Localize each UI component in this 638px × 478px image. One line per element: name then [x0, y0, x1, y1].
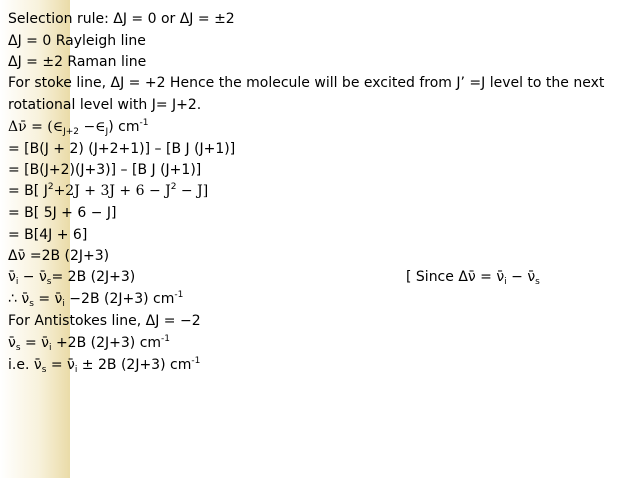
- raman-line-rule: ΔJ = ±2 Raman line: [8, 54, 147, 70]
- step3-start: = B[ J: [8, 183, 48, 199]
- l16-end: +2B (2J+3) cm: [51, 335, 162, 351]
- result-equation: Δν̄ =2B (2J+3): [8, 248, 110, 264]
- stoke-line-text: For stoke line, ΔJ = +2 Hence the molecule will be excited from J’ =J level to the next: [8, 75, 605, 91]
- combined-result: [8, 356, 200, 374]
- stokes-line-result: [8, 290, 183, 308]
- derivation-step-2: = [B(J+2)(J+3)] – [B J (J+1)]: [8, 162, 202, 178]
- selection-rule-line: Selection rule: ΔJ = 0 or ΔJ = ±2: [8, 11, 235, 27]
- l16-mid: = ν̄: [20, 335, 49, 351]
- note-sub-i: i: [504, 277, 507, 287]
- eq-end: ) cm: [108, 119, 140, 135]
- step3-sup: 2: [47, 182, 54, 192]
- l14-start: ∴ ν̄: [8, 291, 30, 307]
- eq-sub-j: J: [105, 127, 109, 137]
- eq-sup: -1: [139, 118, 149, 128]
- derivation-step-1: = [B(J + 2) (J+2+1)] – [B J (J+1)]: [8, 141, 236, 157]
- l14-sub-i: i: [62, 299, 65, 309]
- derivation-step-4: = B[ 5J + 6 − J]: [8, 205, 117, 221]
- note-prefix: [ Since Δν̄ = ν̄: [406, 269, 505, 285]
- l16-sub-i: i: [48, 343, 52, 353]
- wavenumber-shift-equation: [8, 118, 148, 136]
- l13-sub-i: i: [15, 277, 19, 287]
- l13-start: ν̄: [8, 269, 16, 285]
- l17-sup: -1: [191, 356, 201, 366]
- l13-end: = 2B (2J+3): [51, 269, 136, 285]
- stokes-difference-line: [8, 268, 135, 286]
- l16-start: ν̄: [8, 335, 16, 351]
- derivation-step-5: = B[4J + 6]: [8, 227, 88, 243]
- since-note: [406, 268, 540, 286]
- l14-sub-s: s: [29, 299, 34, 309]
- step3-mid: +2J + 3J + 6 − J: [53, 183, 171, 199]
- l17-start: i.e. ν̄: [8, 357, 42, 373]
- l14-mid: = ν̄: [33, 291, 63, 307]
- l14-end: −2B (2J+3) cm: [64, 291, 175, 307]
- eq-sub-j2: J+2: [63, 127, 79, 137]
- rayleigh-line-rule: ΔJ = 0 Rayleigh line: [8, 33, 146, 49]
- eq-mid: −∈: [79, 119, 106, 135]
- note-mid: − ν̄: [506, 269, 536, 285]
- l16-sup: -1: [161, 334, 171, 344]
- step3-sup2: 2: [170, 182, 177, 192]
- l17-sub-s: s: [41, 365, 47, 375]
- l16-sub-s: s: [15, 343, 21, 353]
- note-sub-s: s: [535, 277, 540, 287]
- antistokes-heading: For Antistokes line, ΔJ = −2: [8, 313, 201, 329]
- l17-mid: = ν̄: [46, 357, 75, 373]
- derivation-step-3: [8, 182, 208, 200]
- antistokes-result: [8, 334, 170, 352]
- l17-end: ± 2B (2J+3) cm: [77, 357, 192, 373]
- stoke-line-text-continued: rotational level with J= J+2.: [8, 97, 202, 113]
- step3-tail: − J]: [176, 183, 209, 199]
- l17-sub-i: i: [74, 365, 78, 375]
- l13-sub-s: s: [46, 277, 52, 287]
- l13-mid: − ν̄: [18, 269, 47, 285]
- eq-start: Δν̄ = (∈: [8, 119, 64, 135]
- l14-sup: -1: [174, 290, 184, 300]
